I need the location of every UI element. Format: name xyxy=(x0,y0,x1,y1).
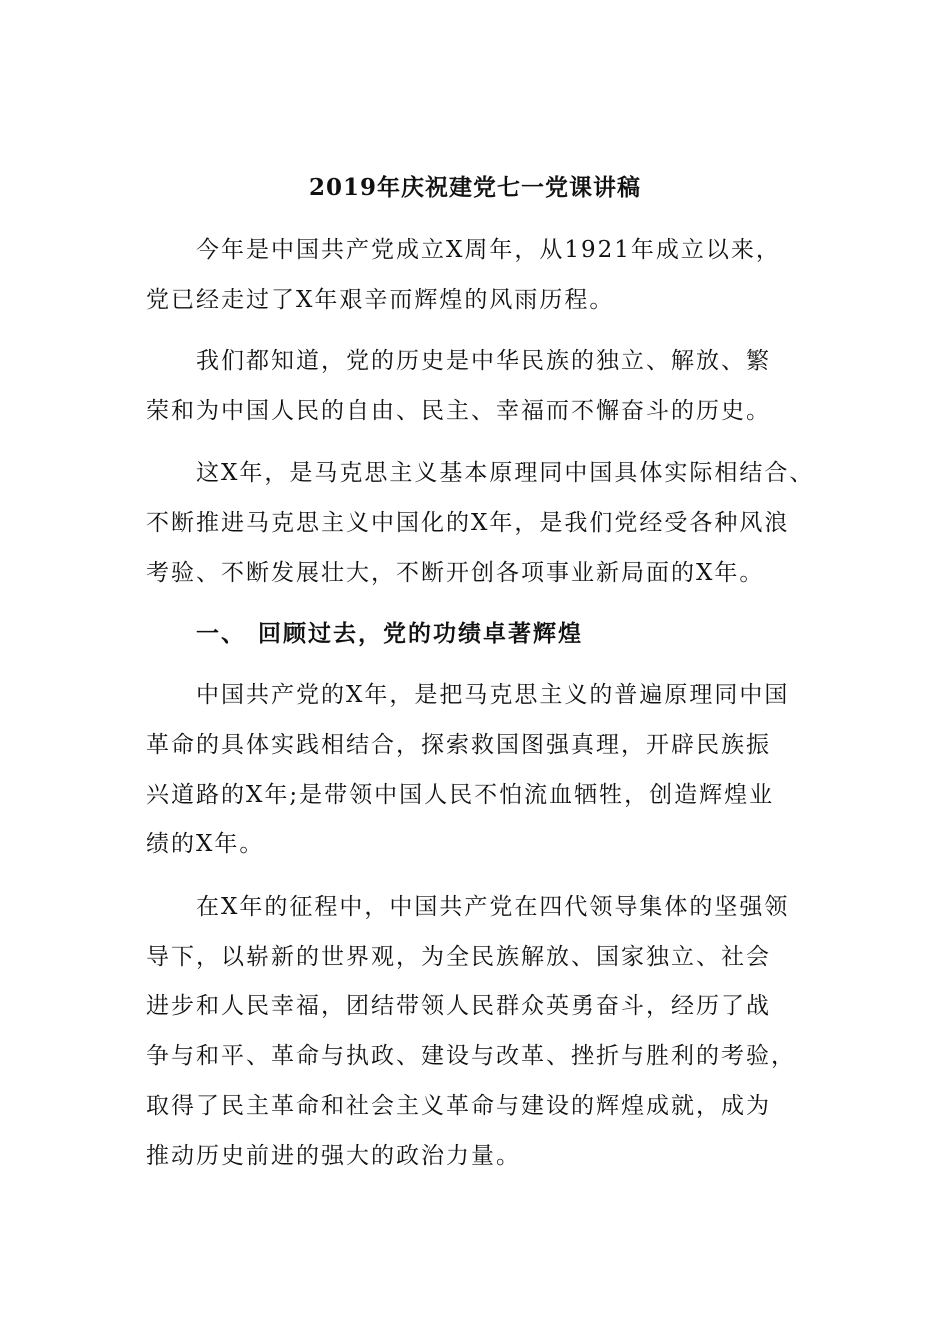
section-heading-text: 回顾过去，党的功绩卓著辉煌 xyxy=(258,620,583,647)
paragraph-4-line-4: 绩的X年。 xyxy=(146,831,265,857)
paragraph-5-line-5: 取得了民主革命和社会主义革命与建设的辉煌成就，成为 xyxy=(146,1093,771,1119)
paragraph-5-line-4: 争与和平、革命与执政、建设与改革、挫折与胜利的考验， xyxy=(146,1043,796,1069)
section-heading-number: 一、 xyxy=(196,620,246,647)
paragraph-5-line-1: 在X年的征程中，中国共产党在四代领导集体的坚强领 xyxy=(196,894,790,920)
paragraph-5-line-2: 导下，以崭新的世界观，为全民族解放、国家独立、社会 xyxy=(146,944,771,970)
paragraph-5-line-3: 进步和人民幸福，团结带领人民群众英勇奋斗，经历了战 xyxy=(146,993,771,1019)
paragraph-3-line-1: 这X年，是马克思主义基本原理同中国具体实际相结合、 xyxy=(196,460,815,486)
paragraph-3-line-3: 考验、不断发展壮大，不断开创各项事业新局面的X年。 xyxy=(146,560,765,586)
document-title: 2019年庆祝建党七一党课讲稿 xyxy=(308,174,641,201)
paragraph-4-line-2: 革命的具体实践相结合，探索救国图强真理，开辟民族振 xyxy=(146,732,771,758)
paragraph-2-line-1: 我们都知道，党的历史是中华民族的独立、解放、繁 xyxy=(196,348,771,374)
paragraph-4-line-1: 中国共产党的X年，是把马克思主义的普遍原理同中国 xyxy=(196,682,790,708)
paragraph-1-line-1: 今年是中国共产党成立X周年，从1921年成立以来， xyxy=(196,237,781,263)
paragraph-1-line-2: 党已经走过了X年艰辛而辉煌的风雨历程。 xyxy=(146,287,615,313)
paragraph-5-line-6: 推动历史前进的强大的政治力量。 xyxy=(146,1143,521,1169)
paragraph-3-line-2: 不断推进马克思主义中国化的X年，是我们党经受各种风浪 xyxy=(146,510,790,536)
paragraph-2-line-2: 荣和为中国人民的自由、民主、幸福而不懈奋斗的历史。 xyxy=(146,398,771,424)
paragraph-4-line-3: 兴道路的X年;是带领中国人民不怕流血牺牲，创造辉煌业 xyxy=(146,782,775,808)
section-heading-1 xyxy=(196,616,583,652)
